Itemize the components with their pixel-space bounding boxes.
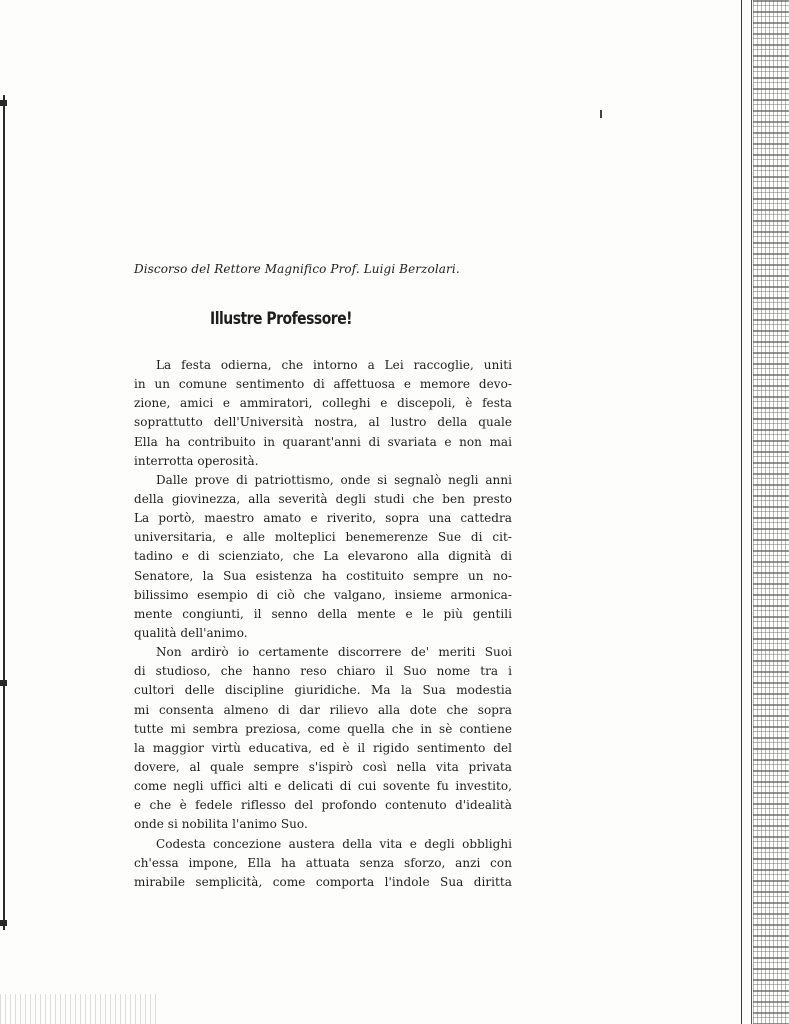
text-line: La festa odierna, che intorno a Lei raccoglie, uniti: [156, 358, 512, 372]
text-line: mi consenta almeno di dar rilievo alla dote che sopra: [134, 702, 512, 717]
text-line: tutte mi sembra preziosa, come quella che in sè contiene: [134, 721, 512, 736]
text-line: e che è fedele riflesso del profondo contenuto d'idealità: [134, 798, 512, 813]
binding-mark: [0, 100, 7, 106]
text-line: Non ardirò io certamente discorrere de' meriti Suoi: [156, 645, 512, 660]
text-line: Codesta concezione austera della vita e degli obblighi: [156, 836, 512, 851]
text-line: qualità dell'animo.: [134, 625, 248, 640]
binding-rule: [3, 95, 5, 930]
text-line: La portò, maestro amato e riverito, sopra una cattedra: [134, 511, 512, 526]
text-line: bilissimo esempio di ciò che valgano, insieme armonica-: [134, 587, 512, 602]
text-line: mente congiunti, il senno della mente e le più gentili: [134, 606, 512, 621]
fore-edge-shadow: [753, 0, 789, 1024]
text-line: ch'essa impone, Ella ha attuata senza sforzo, anzi con: [134, 855, 512, 870]
speech-title: Illustre Professore!: [210, 309, 353, 329]
scan-noise: [0, 994, 160, 1024]
text-line: onde si nobilita l'animo Suo.: [134, 817, 308, 832]
text-line: dovere, al quale sempre s'ispirò così nella vita privata: [134, 759, 512, 774]
text-line: mirabile semplicità, come comporta l'indole Sua diritta: [134, 874, 512, 889]
text-line: universitaria, e alle molteplici benemerenze Sue di cit-: [134, 530, 512, 545]
speech-heading: Discorso del Rettore Magnifico Prof. Luigi Berzolari.: [134, 262, 460, 276]
text-line: Dalle prove di patriottismo, onde si segnalò negli anni: [156, 472, 512, 487]
page-edge-line: [741, 0, 742, 1024]
page-edge-line: [751, 0, 752, 1024]
text-line: Senatore, la Sua esistenza ha costituito sempre un no-: [134, 568, 512, 583]
text-line: di studioso, che hanno reso chiaro il Suo nome tra i: [134, 664, 512, 679]
text-line: della giovinezza, alla severità degli studi che ben presto: [134, 491, 512, 506]
body-text: [134, 356, 512, 892]
scan-speck: [600, 110, 602, 118]
text-line: soprattutto dell'Università nostra, al lustro della quale: [134, 415, 512, 430]
text-line: tadino e di scienziato, che La elevarono alla dignità di: [134, 549, 512, 564]
text-line: zione, amici e ammiratori, colleghi e discepoli, è festa: [134, 396, 512, 411]
text-line: come negli uffici alti e delicati di cui sovente fu investito,: [134, 779, 512, 794]
text-line: cultori delle discipline giuridiche. Ma la Sua modestia: [134, 683, 512, 698]
binding-mark: [0, 920, 7, 926]
text-line: la maggior virtù educativa, ed è il rigido sentimento del: [134, 740, 512, 755]
text-line: in un comune sentimento di affettuosa e memore devo-: [134, 377, 512, 392]
text-line: interrotta operosità.: [134, 453, 259, 468]
binding-mark: [0, 680, 7, 686]
text-line: Ella ha contribuito in quarant'anni di svariata e non mai: [134, 434, 512, 449]
